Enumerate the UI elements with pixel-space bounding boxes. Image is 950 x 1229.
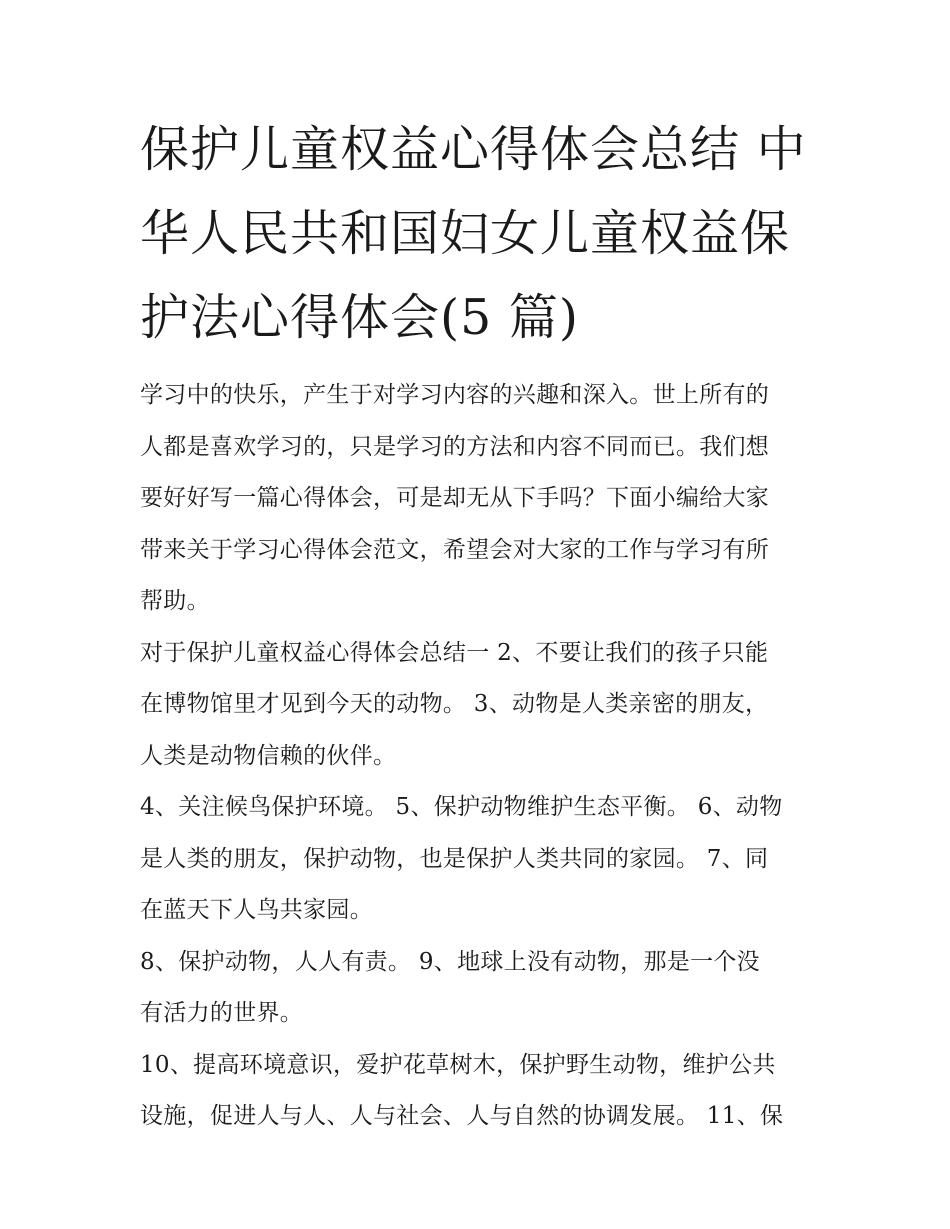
text-line: 有活力的世界。 xyxy=(140,1000,304,1026)
text-line: 帮助。 xyxy=(140,588,210,614)
text-line: 在博物馆里才见到今天的动物。 3、动物是人类亲密的朋友， xyxy=(140,691,769,717)
text-line: 8、保护动物，人人有责。 9、地球上没有动物，那是一个没 xyxy=(140,948,760,975)
title-line: 保护儿童权益心得体会总结 中 xyxy=(140,121,807,178)
text-line: 人都是喜欢学习的，只是学习的方法和内容不同而已。我们想 xyxy=(140,433,770,460)
text-line: 4、关注候鸟保护环境。 5、保护动物维护生态平衡。 6、动物 xyxy=(140,794,783,820)
document-body xyxy=(140,370,820,1143)
paragraph-2 xyxy=(140,782,820,937)
text-line: 带来关于学习心得体会范文，希望会对大家的工作与学习有所 xyxy=(140,536,770,563)
text-line: 设施，促进人与人、人与社会、人与自然的协调发展。 11、保 xyxy=(140,1103,784,1129)
text-line: 是人类的朋友，保护动物，也是保护人类共同的家园。 7、同 xyxy=(140,845,769,872)
paragraph-3 xyxy=(140,937,820,1040)
paragraph-4 xyxy=(140,1040,820,1143)
document-title xyxy=(140,108,820,360)
text-line: 要好好写一篇心得体会，可是却无从下手吗？下面小编给大家 xyxy=(140,485,770,511)
title-line: 护法心得体会(5 篇) xyxy=(140,289,579,346)
text-line: 人类是动物信赖的伙伴。 xyxy=(140,742,397,769)
text-line: 10、提高环境意识，爱护花草树木，保护野生动物，维护公共 xyxy=(140,1051,776,1078)
document-page xyxy=(140,108,820,1143)
text-line: 对于保护儿童权益心得体会总结一 2、不要让我们的孩子只能 xyxy=(140,639,769,666)
text-line: 学习中的快乐，产生于对学习内容的兴趣和深入。世上所有的 xyxy=(140,382,770,408)
paragraph-1 xyxy=(140,628,820,783)
paragraph-intro xyxy=(140,370,820,628)
title-line: 华人民共和国妇女儿童权益保 xyxy=(140,205,791,262)
text-line: 在蓝天下人鸟共家园。 xyxy=(140,897,373,923)
